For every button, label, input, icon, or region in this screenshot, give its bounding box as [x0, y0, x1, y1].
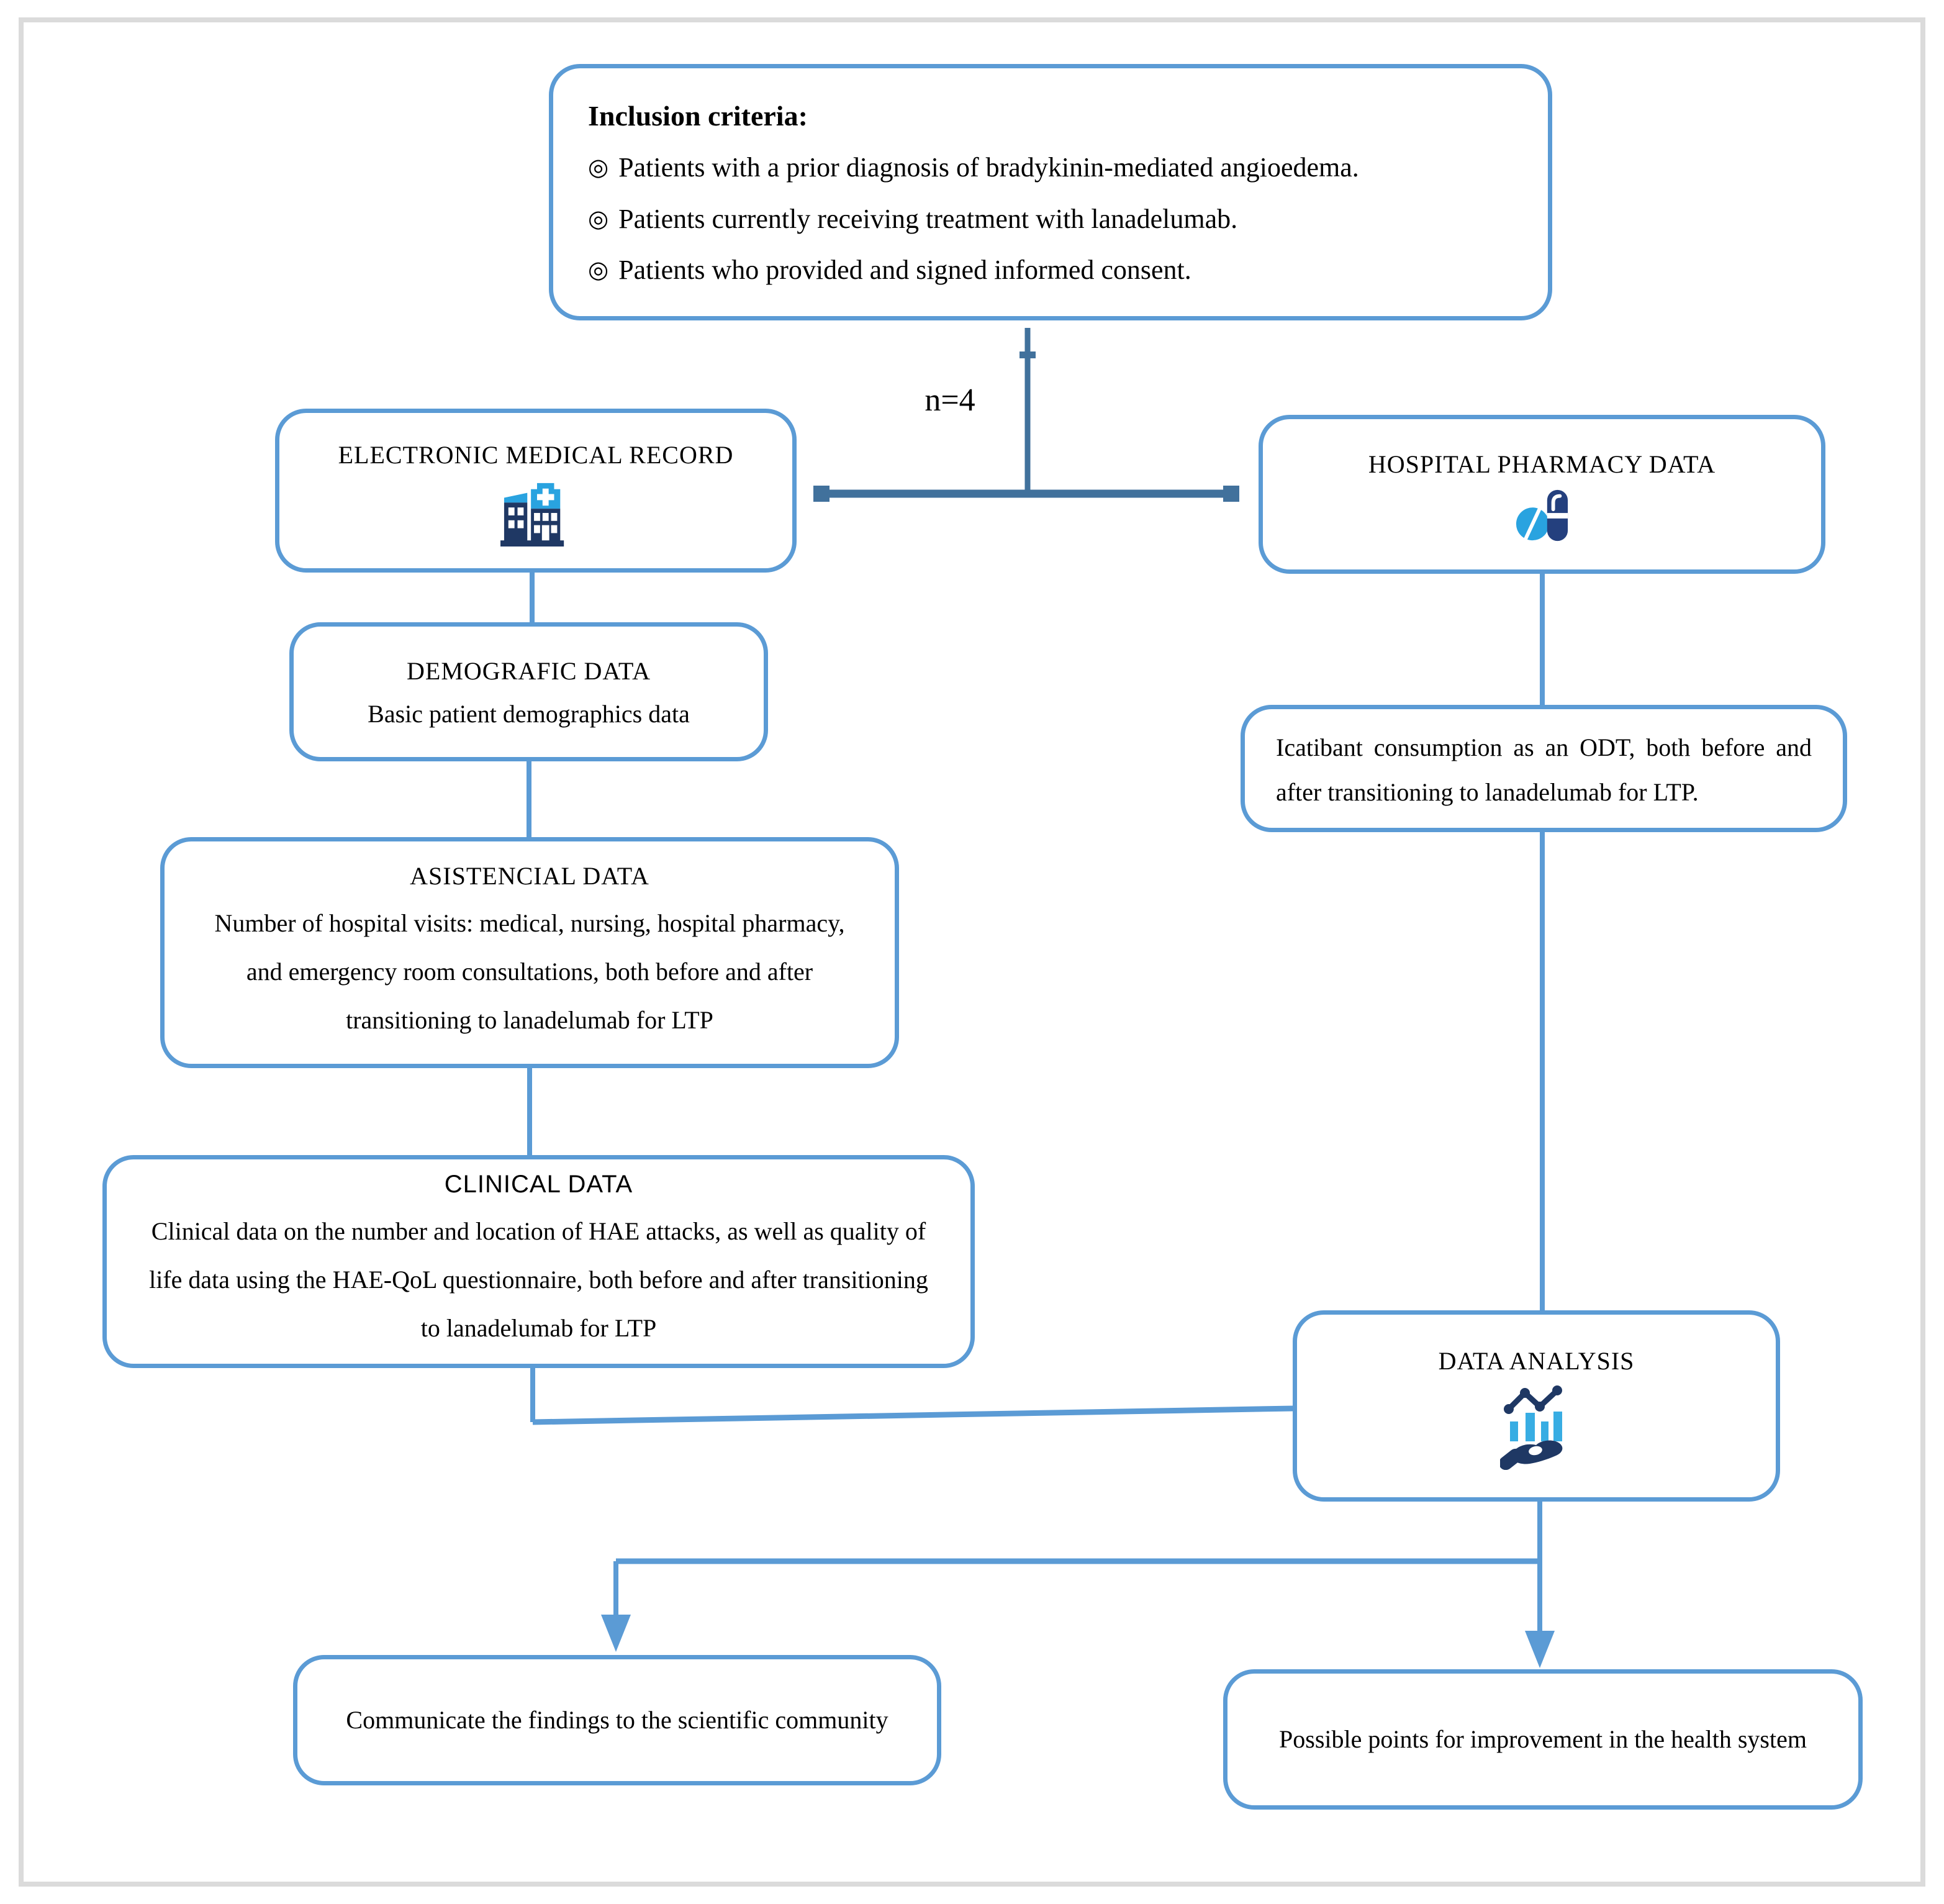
inclusion-criteria-box: [549, 64, 1552, 320]
bullseye-bullet-icon: ◎: [588, 155, 609, 181]
inclusion-item: [588, 204, 1514, 235]
clinical-title: CLINICAL DATA: [444, 1171, 633, 1198]
pharmacy-title: HOSPITAL PHARMACY DATA: [1368, 450, 1716, 478]
demografic-title: DEMOGRAFIC DATA: [407, 656, 651, 685]
inclusion-item-text: Patients currently receiving treatment with lanadelumab.: [618, 203, 1238, 234]
inclusion-title: Inclusion criteria:: [588, 100, 808, 132]
pills-icon: [1514, 486, 1570, 545]
data-analysis-box: [1293, 1310, 1780, 1502]
icatibant-box: [1241, 705, 1847, 832]
emr-title: ELECTRONIC MEDICAL RECORD: [338, 440, 734, 469]
line-right-cap: [1223, 486, 1239, 502]
electronic-medical-record-box: [275, 409, 797, 573]
bullseye-bullet-icon: ◎: [588, 257, 609, 284]
line-left-cap: [813, 486, 830, 502]
communicate-body: Communicate the findings to the scientific community: [346, 1706, 888, 1734]
hospital-pharmacy-data-box: [1259, 415, 1825, 574]
clinical-body: Clinical data on the number and location of HAE attacks, as well as quality of life data using the HAE-QoL questionnaire, both before and after transitioning to lanadelumab for LTP: [149, 1217, 928, 1342]
asistencial-body: Number of hospital visits: medical, nursing, hospital pharmacy, and emergency room consultations, both before and after transitioning to lanadelumab for LTP: [214, 909, 845, 1034]
inclusion-item-text: Patients with a prior diagnosis of bradykinin-mediated angioedema.: [618, 152, 1359, 183]
hand-chart-icon: [1500, 1382, 1573, 1470]
improvement-arrowhead: [1525, 1631, 1555, 1668]
n-count-label: n=4: [925, 383, 975, 418]
analysis-title: DATA ANALYSIS: [1438, 1346, 1635, 1375]
communicate-arrowhead: [601, 1615, 631, 1652]
demografic-data-box: [289, 622, 768, 761]
inclusion-item: [588, 152, 1514, 184]
icatibant-body: Icatibant consumption as an ODT, both before and after transitioning to lanadelumab for LTP.: [1276, 733, 1812, 806]
inclusion-item: [588, 255, 1514, 286]
junction-tick: [1019, 351, 1036, 358]
hospital-building-icon: [499, 479, 572, 548]
improvement-points-box: [1223, 1669, 1863, 1810]
asistencial-title: ASISTENCIAL DATA: [410, 861, 649, 890]
bullseye-bullet-icon: ◎: [588, 206, 609, 232]
improvement-body: Possible points for improvement in the health system: [1279, 1725, 1807, 1753]
inclusion-list: [588, 152, 1514, 286]
asistencial-data-box: [160, 837, 899, 1068]
communicate-findings-box: [293, 1655, 941, 1785]
clinical-analysis-line: [533, 1408, 1294, 1422]
clinical-data-box: [102, 1155, 975, 1368]
demografic-body: Basic patient demographics data: [368, 699, 690, 728]
inclusion-item-text: Patients who provided and signed informed consent.: [618, 255, 1191, 286]
